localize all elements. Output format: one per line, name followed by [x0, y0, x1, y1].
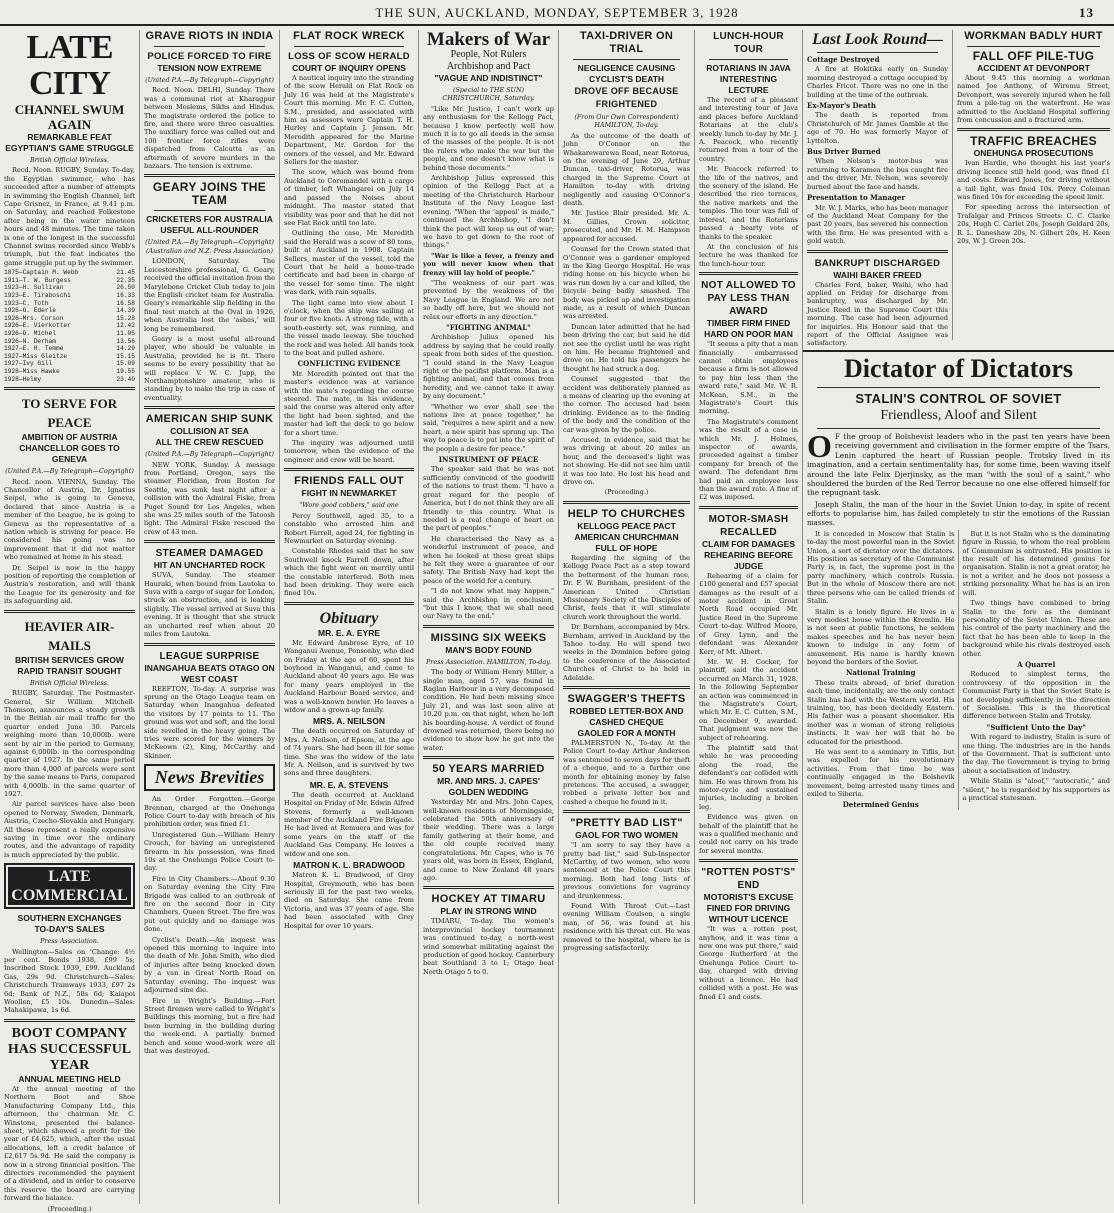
- dateline: Press Association. HAMILTON, To-day.: [425, 657, 551, 666]
- airmail-subhead: BRITISH SERVICES GROW: [15, 654, 124, 665]
- article-body: But it is not Stalin who is the dominating figure in Russia, to whom the real problem of Communism is entrusted. His position is the result of his determined genius for organisation. Stalin is not a great orator, he is not a writer, and he does not possess a striking personality. What he has is an iron will.: [962, 529, 1110, 597]
- geary-headline: GEARY JOINS THE TEAM: [152, 180, 267, 208]
- article-body: "The weakness of our part was prevented by the weakness of the Navy League in England. We are not so badly off here, but we should not relax our efforts in any direction.": [423, 278, 554, 321]
- friends-quote: "Wore good cobbers," said one: [299, 501, 399, 510]
- proceeding-note: (Proceeding.): [604, 488, 649, 497]
- geary-subhead-2: USEFUL ALL-ROUNDER: [160, 225, 259, 236]
- article-body: Outlining the case, Mr. Meredith said the Herald was a scow of 80 tons, built at Auckland in 1908. Captain Sellers, master of the vessel, told the Court that he held a home-trade certificate and had been in charge of the vessel for some time. The night was dark, with rain squalls.: [284, 229, 414, 297]
- article-body: Percy Southwell, aged 35, to a constable who arrested him and Robert Farrell, aged 24, for fighting in Newmarket on Saturday evening.: [284, 511, 414, 545]
- channel-subhead-2: EGYPTIAN'S GAME STRUGGLE: [5, 143, 134, 153]
- article-body: Yesterday Mr. and Mrs. John Capes, well-known residents of Morningside, celebrated the 50th anniversary of their wedding. There was a large family gathering at their home, and the old couple received many congratulations. Mr. Capes, who is 76 years old, was born in Essex, England, and came to New Zealand 48 years ago.: [423, 798, 554, 882]
- late-city-banner: LATE CITY: [26, 29, 113, 102]
- peace-subhead-2: CHANCELLOR GOES TO GENEVA: [19, 443, 120, 465]
- workman-headline: WORKMAN BADLY HURT: [964, 30, 1103, 42]
- article-body: REEFTON, To-day. A surprise was sprung on the Otago League team on Saturday when Inangahua defeated the visitors by 17 points to 11. The ground was wet and soft, and the local side revelled in the heavy going. The tries were scored for the winners by McKeown (2), King, McCarthy and Skinner.: [144, 684, 275, 760]
- lunch-tour-subhead-2: INTERESTING LECTURE: [719, 74, 778, 95]
- obituary-name: MR. E. A. STEVENS: [309, 779, 389, 790]
- article-body: A fire at Hokitika early on Sunday morning destroyed a cottage occupied by Charles Fricot. There was no one in the building at the time of the outbreak.: [807, 65, 948, 99]
- swagger-headline: SWAGGER'S THEFTS: [567, 692, 686, 705]
- brief-title: Ex-Mayor's Death: [807, 101, 876, 111]
- airmail-subhead-2: RAPID TRANSIT SOUGHT: [17, 665, 122, 676]
- swim-table-row: [4, 360, 135, 368]
- churches-subhead: KELLOGG PEACE PACT: [577, 520, 676, 531]
- article-body: Archbishop Julius expressed this opinion of the Kellogg Pact at a meeting of the Christchurch Harbour Institute of the Navy League last evening. "When the 'appeal' is made," continued the Archbishop, "I don't think the pact will keep us out of war; we have to get down to the root of things.": [423, 174, 554, 250]
- dateline: Press Association.: [40, 937, 99, 946]
- hockey-subhead: PLAY IN STRONG WIND: [440, 906, 537, 917]
- swimmer-name: 1928—Miss Hawke: [4, 368, 60, 375]
- churches-subhead-2: AMERICAN CHURCHMAN FULL OF HOPE: [574, 531, 679, 553]
- ship-headline: AMERICAN SHIP SUNK: [145, 413, 274, 426]
- brevity-item: Cyclist's Death.—An inquest was opened this morning to inquire into the death of Mr. John Smith, who died of injuries after being knocked down by a van in Great North Road on Saturday evening. The inquest was adjourned sine die.: [144, 935, 275, 995]
- article-body: Recd. Noon. RUGBY, Sunday. To-day, the Egyptian swimmer, who has succeeded after a number of attempts in swimming the English Channel, left Cape Grisnez, in France, at 9.41 p.m. on Saturday, and reached Folkestone after being in the water nineteen hours and 48 minutes. The time taken is one of the longest in the successful Channel swims recorded since Webb's triumph, but the feat indicates the game struggle put up by the swimmer.: [4, 166, 135, 267]
- late-commercial-banner: LATE COMMERCIAL: [8, 867, 131, 905]
- article-body: Mr. W. H. Cocker, for plaintiff, said the accident occurred on March 31, 1928. In the following September an action was commenced in the Magistrate's Court, which Mr. E. C. Cutten, S.M., on December 9, awarded. That judgment was now the subject of rehearing.: [699, 657, 798, 742]
- taxi-subhead-2: DROVE OFF BECAUSE FRIGHTENED: [574, 86, 679, 109]
- brief-title: Cottage Destroyed: [807, 55, 880, 64]
- swimmer-name: 1927—Ivy Gill: [4, 360, 53, 368]
- steamer-subhead: HIT AN UNCHARTED ROCK: [153, 560, 266, 571]
- dateline: (Special to THE SUN) CHRISTCHURCH, Saturday.: [442, 86, 535, 103]
- column-8: [953, 30, 1114, 340]
- article-body: He was sent to a seminary in Tiflis, but was expelled for his revolutionary activities. From that time he was continually engaged in the Bolshevik movement, being arrested many times and exiled to Siberia.: [807, 748, 955, 799]
- swimmer-name: 1928—Helmy: [4, 375, 42, 383]
- dateline: (United P.A.—By Telegraph—Copyright): [145, 76, 274, 84]
- article-body: Mr. Peacock referred to the life of the natives, and the scenery of the island. He described the rice terraces, the native markets and the temples. The tour was full of interest, and the Rotarians passed a hearty vote of thanks to the speaker.: [699, 165, 798, 241]
- article-body: The death occurred at Auckland Hospital on Friday of Mr. Edwin Alfred Stevens, formerly a well-known member of the Auckland Fire Brigade. He had lived at Remuera and was for some years on the staff of the Auckland Gas Company. He leaves a widow and one son.: [284, 790, 414, 858]
- swagger-subhead: ROBBED LETTER-BOX AND CASHED CHEQUE: [569, 705, 684, 727]
- traffic-subhead: ONEHUNGA PROSECUTIONS: [973, 148, 1094, 159]
- article-body: Counsel for the Crown stated that O'Connor was a gardener employed in the King George Hospital. He was riding home on his bicycle when he was run down by a car and killed, the bicycle being badly smashed. The body was picked up and investigation made, as a result of which Duncan was arrested.: [563, 245, 690, 321]
- last-look-headline: Last Look Round—: [812, 31, 943, 48]
- column-6: [695, 30, 803, 1204]
- swim-table-row: [4, 307, 135, 315]
- article-body: Mr. Meredith pointed out that the master's evidence was at variance with the mate's regarding the course steered. The mate, in his evidence, said the course was altered only after the light had been sighted, and the master had left the deck to go below for a short time.: [284, 369, 414, 437]
- swim-time: 11.05: [116, 330, 135, 338]
- article-body: Dr. Seipel is now in the happy position of reporting the completion of Austria's restoration, and will thank the League for its generosity and for its safeguarding aid.: [4, 563, 135, 606]
- dateline: British Official Wireless.: [30, 678, 109, 687]
- riots-subhead: POLICE FORCED TO FIRE: [147, 51, 272, 62]
- makers-subhead-2: Archbishop and Pact: [446, 61, 531, 72]
- ship-subhead: COLLISION AT SEA: [170, 426, 249, 437]
- section-subhead: "FIGHTING ANIMAL": [446, 322, 531, 332]
- swim-table-row: [4, 284, 135, 292]
- dictator-subhead: STALIN'S CONTROL OF SOVIET: [855, 391, 1062, 406]
- swim-table-row: [4, 353, 135, 361]
- motor-smash-subhead-2: REHEARING BEFORE JUDGE: [704, 549, 793, 571]
- swimmer-name: 1923—H. Sullivan: [4, 284, 64, 292]
- article-body: Found With Throat Cut.—Last evening William Coulson, a single man, of 56, was found at his residence with his throat cut. He was removed to the hospital, where he is progressing satisfactorily.: [563, 902, 690, 953]
- article-body: The death is reported from Christchurch of Mr. James Gamble at the age of 70. He was formerly Mayor of Lyttelton.: [807, 111, 948, 145]
- league-subhead: INANGAHUA BEATS OTAGO ON WEST COAST: [144, 662, 275, 684]
- page-number: 13: [1079, 5, 1094, 20]
- friends-subhead: FIGHT IN NEWMARKET: [301, 488, 397, 499]
- swim-time: 12.42: [116, 322, 135, 330]
- article-body: "It was a rotten post, anyhow, and it was time a new one was put there," said George Rutherford at the Onehunga Police Court to-day, charged with driving without a licence. He had collided with a post. He was fined £1 and costs.: [699, 925, 798, 1001]
- swim-table-row: [4, 376, 135, 384]
- dateline: British Official Wireless.: [30, 156, 109, 164]
- article-body: Accused, in evidence, said that he was driving at about 20 miles an hour, and the deceased's light was not showing. He did not see him until it was too late. He lost his head and drove on.: [563, 436, 690, 487]
- swimmer-name: 1926—Mrs. Corson: [4, 314, 64, 322]
- traffic-headline: TRAFFIC BREACHES: [970, 134, 1097, 149]
- section-subhead: National Training: [845, 668, 916, 678]
- riots-headline: GRAVE RIOTS IN INDIA: [145, 30, 274, 42]
- motor-smash-headline: MOTOR-SMASH RECALLED: [708, 513, 789, 538]
- pretty-bad-headline: "PRETTY BAD LIST": [570, 817, 683, 830]
- column-2: [140, 30, 280, 1204]
- article-body: Ivan Hardie, who thought his last year's driving licence still held good, was fined £1 and costs. Edward Jones, for driving without a tail light, was fined 10s. Percy Coleman was fined 10s for exceeding the speed limit.: [957, 159, 1110, 202]
- swim-time: 23.40: [116, 375, 135, 383]
- article-body: Mr. W. J. Marks, who has been manager of the Auckland Meat Company for the past 20 years, has severed his connection with the firm. He was presented with a gold watch.: [807, 203, 948, 246]
- swimmer-name: 1875—Captain M. Webb: [4, 269, 79, 277]
- article-body: With regard to industry, Stalin is sure of one thing. The industries are in the hands of the Government. That is sufficient unto the day. The Government is trying to bring about a socialisation of industry.: [962, 733, 1110, 775]
- article-body: Evidence was given on behalf of the plaintiff that he was a qualified mechanic and could not carry on his trade for several months.: [699, 813, 798, 855]
- swimmer-name: 1927—Miss Gleitze: [4, 352, 68, 360]
- obituary-title: Obituary: [319, 609, 379, 627]
- article-body: He characterised the Navy as a wonderful instrument of peace, and when he looked at these great ships he felt they were a guarantee of our safety. The British Navy had kept the peace of the world for a century.: [423, 534, 554, 585]
- geary-subhead: CRICKETERS FOR AUSTRALIA: [146, 214, 273, 225]
- brevity-item: Unregistered Gun.—William Henry Crouch, for having an unregistered firearm in his possession, was fined 10s at the Onehunga Police Court to-day.: [144, 830, 275, 873]
- obituary-name: MR. E. A. EYRE: [317, 627, 381, 638]
- taxi-headline: TAXI-DRIVER ON TRIAL: [579, 30, 674, 55]
- swim-table-row: [4, 368, 135, 376]
- workman-subhead-2: ACCIDENT AT DEVONPORT: [977, 63, 1090, 73]
- swim-time: 14.39: [116, 307, 135, 315]
- bankrupt-headline: BANKRUPT DISCHARGED: [814, 257, 941, 269]
- newspaper-title: THE SUN, AUCKLAND, MONDAY, SEPTEMBER 3, 1928: [375, 5, 739, 20]
- swimmer-name: 1926—N. Derham: [4, 337, 56, 345]
- article-body: "I do not know what may happen," said the Archbishop in conclusion, "but this I know, that we shall need our Navy to the end.": [423, 587, 554, 621]
- article-body: The plaintiff said that while he was proceeding along the road, the defendant's car collided with him. He was thrown from his motor-cycle and sustained injuries, including a broken leg.: [699, 743, 798, 811]
- swim-table-row: [4, 330, 135, 338]
- article-body: At the annual meeting of the Northern Boot and Shoe Manufacturing Company Ltd., this afternoon, the chairman Mr. C. Winstone, presented the balance-sheet, which showed a profit for the year of £4,625, which, after the usual allocations, left a credit balance of £2,617 5s 9d. He said the company is now in a strong financial position. The directors recommended the payment of a dividend, and in order to conserve this reserve the board are carrying forward the balance.: [4, 1084, 135, 1203]
- swim-time: 14.29: [116, 345, 135, 353]
- article-body: NEW YORK, Sunday. A message from Portland, Oregon, says the steamer Floridian, from Boston for Seattle, was sunk last night after a collision with the Admiral Fiske, from Puget Sound for Los Angeles, when she was 25 miles south of the Tatoosh light. The Admiral Fiske rescued the crew of 43 men.: [144, 460, 275, 536]
- swimmer-name: 1926—G. Ederle: [4, 307, 56, 315]
- article-body: When Nelson's motor-bus was returning to Karamea the bus caught fire and the driver, Mr. Nelson, was severely burned about the face and hands.: [807, 157, 948, 191]
- annual-subhead: ANNUAL MEETING HELD: [18, 1073, 121, 1084]
- league-headline: LEAGUE SURPRISE: [159, 650, 260, 662]
- swim-table-row: [4, 269, 135, 277]
- dictator-lead-text: F the group of Bolshevist leaders who in the past ten years have been receiving government and civilisation in the former empire of the Tsars, Lenin captured the heart of Russian people. Trotsky lived in its imagination, and a certain sentimentality has, for some time, been waving itself around the late Felix Djerjinsky, as the man "with the soul of a saint," who shouldered the burden of the Red Terror because no one else offered himself for the repugnant task.: [807, 432, 1110, 498]
- article-body: A nautical inquiry into the stranding of the scow Herald on Flat Rock on July 16 was held at the Magistrate's Court this morning. Mr. F. C. Cutten, S.M., presided, and associated with him as assessors were Captain T. H. Hurley and Captain J. Jensen. Mr. Meredith appeared for the Marine Department, Mr. Gordon for the owners of the vessel, and Mr. Edward Sellers for the master.: [284, 74, 414, 167]
- rotten-post-subhead: MOTORIST'S EXCUSE: [703, 892, 794, 903]
- article-body: Regarding the signing of the Kellogg Peace Pact as a step toward the betterment of the human race, Dr. F. W. Burnham, president of the American United Christian Missionary Society of the Disciples of Christ, feels that it will stimulate church work throughout the world.: [563, 553, 690, 621]
- dictator-feature: [803, 350, 1114, 1204]
- article-body: Stalin is a lonely figure. He lives in a very modest house within the Kremlin. He is not seen at public functions, he seldom makes speeches and he has never been known to indulge in any form of amusement. His name is hardly known beyond the borders of the Soviet.: [807, 607, 955, 666]
- swim-time: 21.45: [116, 269, 135, 277]
- channel-subhead: REMARKABLE FEAT: [27, 132, 112, 142]
- swim-time: 15.28: [116, 314, 135, 322]
- article-body: Recd. noon. VIENNA, Sunday. The Chancellor of Austria, Dr. Ignatius Seipel, who is going to Geneva, declared that since Austria is a member of the League, he is going to Geneva as the representative of a nation which is striving for peace. He considered his going was no improvement that it did not matter who remained at home in his stead.: [4, 477, 135, 562]
- news-brevities-title: News Brevities: [154, 767, 265, 788]
- proceeding-note: (Proceeding.): [47, 1204, 92, 1213]
- drop-cap-letter: O: [807, 428, 832, 464]
- dateline: (United P.A.—By Telegraph—Copyright): [5, 467, 134, 476]
- article-body: It is conceded in Moscow that Stalin is to-day the most powerful man in the Soviet Union, a sort of dictator over the dictators. His position as secretary of the Communist Party is, in fact, the supreme post in the party machinery, which controls Russia. But in the whole of Moscow there are not three persons who can be called friends of Stalin.: [807, 529, 955, 606]
- article-body: The light came into view about 1 o'clock, when the ship was sailing at four or five knots. A strong tide, with a south-easterly set, was running, and the vessel made leeway. She touched the rock and was holed. All hands took to the boat and pulled ashore.: [284, 298, 415, 357]
- article-body: "I am sorry to say they have a pretty bad list," said Sub-Inspector McCarthy, of two women, who were sentenced at the Police Court this morning. Both had long lists of previous convictions for vagrancy and drunkenness.: [563, 841, 690, 900]
- peace-subhead: AMBITION OF AUSTRIA: [21, 432, 118, 443]
- makers-subhead-3: "VAGUE AND INDISTINCT": [434, 73, 543, 83]
- article-body: LONDON, Saturday. The Leicestershire professional, G. Geary, received the official invitation from the Marylebone Cricket Club today to join the English cricket team for Australia. Geary's remarkable slip fielding in the final test match at the Oval in 1926, when Australia lost the 'ashes,' will long be remembered.: [144, 257, 275, 333]
- article-body: "Whether we ever shall see the nations live at peace together," he said, "requires a new spirit and a new heart, a new spirit has sprung up. The way to peace is to put into the spirit of the people a desire for peace.": [423, 402, 554, 453]
- swim-time: 16.33: [116, 292, 135, 300]
- rotten-post-headline: "ROTTEN POST'S" END: [701, 867, 796, 892]
- article-body: Reduced to simplest terms, the controversy of the opposition in the Communist Party is that the Soviet State is not developing sufficiently in the direction of Socialism. This is the theoretical difference between Stalin and Trotsky.: [962, 670, 1110, 721]
- article-body: Wellington—Sales on 'Change: 4½ per cent. Bonds 1938, £99 5s; Inscribed Stock 1939, £99. Auckland Gas, 29s 9d. Christchurch—Sales: Christchurch Tramways 1933, £97 2s 6d; Bank of N.Z., 58s 6d; Kaiapoi Woollen, £5 10s. Dunedin—Sales: Mahakipawa, 1s 6d.: [4, 947, 135, 1015]
- section-subhead: INSTRUMENT OF PEACE: [438, 455, 539, 465]
- award-subhead: TIMBER FIRM FINED: [706, 318, 791, 329]
- article-body: Mr. Justice Blair presided. Mr. A. M. Gillies, Crown solicitor, prosecuted, and Mr. H. M. Hampson appeared for accused.: [563, 209, 690, 243]
- column-4: [419, 30, 559, 1204]
- dateline: (From Our Own Correspondent) HAMILTON, To-day.: [574, 113, 679, 130]
- column-7: [803, 30, 953, 348]
- dateline: (United P.A.—By Telegraph—Copyright) (Australian and N.Z. Press Association): [145, 238, 274, 255]
- article-body: Matron K. L. Bradwood, of Grey Hospital, Greymouth, who has been seriously ill for the past two weeks, died on Saturday. She came from Victoria, and was 37 years of age. She had been associated with Grey Hospital for over 10 years.: [284, 871, 414, 930]
- swimmer-name: 1926—G. Michel: [4, 330, 56, 338]
- brief-title: Presentation to Manager: [807, 193, 906, 203]
- article-body: The Magistrate's comment was the result of a case in which Mr. J. Holmes, inspector of awards, proceeded against a timber company for breach of the award. The defendant firm had paid an employee less than the award rate. A fine of £2 was imposed.: [699, 417, 798, 502]
- dictator-subhead-2: Friendless, Aloof and Silent: [880, 408, 1037, 423]
- motor-smash-subhead: CLAIM FOR DAMAGES: [701, 538, 796, 549]
- article-body: The scow, which was bound from Auckland to Coromandel with a cargo of timber, left Whangarei on July 14 and passed the Noises about midnight. The master stated that visibility was poor and that he did not see Flat Rock until too late.: [284, 168, 414, 227]
- dictator-intro: Joseph Stalin, the man of the hour in the Soviet Union to-day, in spite of recent efforts to popularise him, has failed completely to stir the emotions of the Russian masses.: [807, 500, 1110, 527]
- steamer-headline: STEAMER DAMAGED: [155, 548, 264, 560]
- swim-time: 26.50: [116, 284, 135, 292]
- article-body: The record of a pleasant and interesting tour of Java and places before Auckland Rotarians at the club's weekly lunch to-day by Mr. J. A. Peacock, who recently returned from a tour of the country.: [699, 96, 798, 163]
- swim-table-row: [4, 345, 135, 353]
- swimmer-name: 1927—E. H. Temme: [4, 345, 64, 353]
- swimmer-name: 1923—C. Toth: [4, 299, 49, 307]
- column-5: [559, 30, 695, 1204]
- wreck-subhead-2: COURT OF INQUIRY OPENS: [292, 63, 406, 73]
- commercial-box: [4, 863, 135, 909]
- friends-headline: FRIENDS FALL OUT: [294, 475, 404, 488]
- sales-subhead: TO-DAY'S SALES: [34, 924, 105, 935]
- swim-table-row: [4, 322, 135, 330]
- article-body: Counsel suggested that the accident was deliberately planned as a means of clearing up the evening at the corner. The accused had been drinking. Evidence as to the finding of the body and the condition of the car was given by the police.: [563, 375, 690, 434]
- peace-headline: TO SERVE FOR PEACE: [21, 396, 118, 431]
- article-body: Mr. Edward Ambrose Eyre, of 10 Wanganui Avenue, Ponsonby, who died on Friday at the age of 60, spent his boyhood in Wanganui, and came to Auckland about 40 years ago. He was for many years employed in the Auckland Harbour Board service, and was a well-known bowler. He leaves a widow and a grown-up family.: [284, 638, 414, 714]
- channel-headline: CHANNEL SWUM AGAIN: [14, 102, 125, 132]
- airmail-headline: HEAVIER AIR-MAILS: [24, 618, 115, 653]
- award-headline: NOT ALLOWED TO PAY LESS THAN AWARD: [701, 280, 796, 318]
- brevity-item: Fire in City Chambers.—About 9.30 on Saturday evening the City Fire Brigade was called to an outbreak of fire on the second floor in City Chambers, Queen Street. The fire was put out quickly and no damage was done.: [144, 874, 275, 934]
- masthead: [0, 0, 1114, 26]
- taxi-subhead: NEGLIGENCE CAUSING CYCLIST'S DEATH: [577, 63, 676, 84]
- article-body: Dr. Burnham, accompanied by Mrs. Burnham, arrived in Auckland by the Tahoe to-day. He will spend two weeks in the Dominion before going to the conference of the Associated Churches of Christ to be held in Adelaide.: [563, 623, 690, 682]
- article-body: Constable Rhodes said that he saw Southwell knock Farrell down, after which the fight went on merrily until the constable interfered. Both men had been drinking. They were each fined 10s.: [284, 547, 414, 598]
- article-body: At the conclusion of his lecture he was thanked for the lunch-hour tour.: [699, 242, 798, 268]
- swim-time: 19.55: [116, 368, 135, 375]
- dictator-lead: [807, 428, 1110, 498]
- article-body: PALMERSTON N., To-day. At the Police Court to-day Arthur Anderson was sentenced to seven days for theft of a cheque, and to a further one month for obtaining money by false pretences. The accused, a swagger, robbed a private letter box and cashed a cheque he found in it.: [563, 738, 690, 806]
- boot-company-headline: BOOT COMPANY HAS SUCCESSFUL YEAR: [7, 1025, 132, 1073]
- lunch-tour-subhead: ROTARIANS IN JAVA: [706, 63, 791, 73]
- section-subhead: Determined Genius: [842, 800, 919, 810]
- swagger-subhead-2: GAOLED FOR A MONTH: [577, 727, 676, 738]
- swim-table-row: [4, 315, 135, 323]
- swim-table-row: [4, 277, 135, 285]
- churches-headline: HELP TO CHURCHES: [567, 507, 686, 520]
- article-body: Two things have combined to bring Stalin to the fore as the dominant personality of the Soviet Union. These are his control of the party machinery and the fact that he has been able to keep in the background while his rivals destroyed each other.: [962, 599, 1110, 658]
- article-body: The death occurred on Saturday of Mrs. A. Neilson, of Epsom, at the age of 74 years. She had been ill for some time. She was the widow of the late Mr. A. Neilson, and is survived by two sons and three daughters.: [284, 727, 414, 778]
- brevity-item: An Order Forgotten.—George Brennan, charged at the Onehunga Police Court to-day with breach of his prohibition order, was fined £1.: [144, 795, 275, 829]
- swim-times-table: [4, 269, 135, 383]
- award-subhead-2: HARD ON POOR MAN: [704, 329, 793, 340]
- article-body: SUVA, Sunday. The steamer Hauraki, when bound from Lautoka to Suva with a cargo of sugar for London, struck an obstruction, and is leaking slightly. The vessel arrived at Suva this evening. It is thought that she struck an uncharted reef when about 20 miles from Lautoka.: [144, 571, 275, 639]
- swimmer-name: 1926—E. Vierkotter: [4, 322, 71, 330]
- riots-subhead-2: TENSION NOW EXTREME: [157, 63, 262, 73]
- swim-table-row: [4, 292, 135, 300]
- dictator-body-columns: [807, 530, 1110, 810]
- ship-subhead-2: ALL THE CREW RESCUED: [155, 437, 264, 448]
- missing-subhead: MAN'S BODY FOUND: [445, 644, 532, 655]
- column-1: [0, 29, 140, 1213]
- article-body: Charles Ford, baker, Waihi, who had applied on Friday for discharge from bankruptcy, was discharged by Mr. Justice Reed in the Supreme Court this morning. The case had been adjourned for inquiries. His Honour said that the report of the Official Assignee was satisfactory.: [807, 280, 948, 348]
- brief-title: Bus Driver Burned: [807, 147, 881, 157]
- article-body: While Stalin is "aloof," "autocratic," and "silent," he is regarded by his supporters as a practical statesman.: [962, 777, 1110, 803]
- wreck-headline: FLAT ROCK WRECK: [293, 30, 405, 42]
- article-body: Rehearing of a claim for £100 general and £57 special damages as the result of a motor accident in Great North Road occupied Mr. Justice Reed in the Supreme Court to-day. Wilfred Moore, of Grey Lynn, and the defendant was Alexander Kerr, of Mt. Albert.: [699, 571, 798, 656]
- section-subhead: CONFLICTING EVIDENCE: [297, 359, 401, 369]
- dateline: (United P.A.—By Telegraph—Copyright): [145, 450, 274, 459]
- article-body: Duncan later admitted that he had been driving the car, but said he did not see the cyclist until he was right on him. He became frightened and drove on. He told his passengers he thought he had struck a dog.: [563, 322, 690, 373]
- missing-headline: MISSING SIX WEEKS: [430, 631, 547, 644]
- dictator-headline: Dictator of Dictators: [843, 354, 1074, 383]
- makers-subhead: People, Not Rulers: [450, 49, 527, 60]
- makers-headline: Makers of War: [426, 29, 551, 50]
- section-subhead: A Quarrel: [1017, 659, 1056, 669]
- article-body: The speaker said that he was not sufficiently convinced of the goodwill of the nations to trust them. "I have a great regard for the people of America, but I do not think they are all friendly to this country. What is needed is a real change of heart on the part of peoples.": [423, 465, 554, 533]
- article-body: These traits abroad, of brief duration each time, incidentally, are the only contact Stalin has had with the Western world. His training, too, has been decidedly Eastern. His father was a peasant shoemaker. His mother was a woman of strong religious instincts. It was her will that he be educated for the priesthood.: [807, 678, 955, 746]
- golden-wedding-subhead: MR. AND MRS. J. CAPES' GOLDEN WEDDING: [437, 776, 540, 798]
- article-body: Air parcel services have also been opened to Norway, Sweden, Denmark, Austria, Czecho-Slovakia and Hungary. All these represent a really expensive saving in time over the ordinary routes, and the advantage of rapidity is much appreciated by the public.: [4, 800, 135, 859]
- article-body: RUGBY, Saturday. The Postmaster-General, Sir William Mitchell-Thomson, announces a steady growth in the British air mail traffic for the quarter ended June 30. Parcels weighing more than 10,000lb. were sent by air in the period to Germany, against 6,000lb. in the corresponding quarter of 1927. In the same period more than 4,000 of parcels were sent by the same means to Paris, compared with 4,000lb. in the same quarter of 1927.: [4, 689, 135, 798]
- swim-time: 16.58: [116, 299, 135, 307]
- article-body: "Like Mr. Justice, I can't work up any enthusiasm for the Kellogg Pact, because I know perfectly well how much it is to go all deeds in the sense of the masses of the people. It is not the rulers who make the war but the people, and one doesn't know what is behind those documents.": [423, 104, 554, 172]
- article-body: "It seems a pity that a man financially embarrassed cannot obtain employees because a firm is not allowed to pay him less than the award rate," said Mr. W. R. McKean, S.M., in the Magistrate's Court this morning.: [699, 340, 798, 416]
- brevity-item: Fire in Wright's Building.—Fort Street firemen were called to Wright's Buildings this morning, but a fire had been burning in the building during the week-end. A partially burned bench and some wood-work were all that was destroyed.: [144, 996, 275, 1055]
- swim-time: 13.56: [116, 337, 135, 345]
- exchanges-subhead: SOUTHERN EXCHANGES: [17, 913, 122, 924]
- article-body: Archbishop Julius opened his address by saying that he could really speak from both sides of the question. "I could stand in the Navy League right or the pacifist platform. Man is a fighting animal, and that comes from heredity, and we cannot take it away by any document.": [423, 333, 554, 401]
- swim-time: 15.09: [116, 360, 135, 368]
- lunch-tour-headline: LUNCH-HOUR TOUR: [713, 31, 784, 55]
- swimmer-name: 1911—T. W. Burgess: [4, 276, 71, 284]
- bankrupt-subhead: WAIHI BAKER FREED: [833, 269, 922, 280]
- column-3: [280, 30, 419, 1204]
- rotten-post-subhead-2: FINED FOR DRIVING WITHOUT LICENCE: [706, 903, 791, 925]
- article-body: TIMARU, To-day. The women's interprovincial hockey tournament was continued to-day, a north-west wind somewhat militating against the production of good hockey. Canterbury beat Southland 3 to 1; Otago beat North Otago 5 to 0.: [423, 917, 554, 976]
- swim-table-row: [4, 338, 135, 346]
- wreck-subhead: LOSS OF SCOW HERALD: [288, 51, 410, 62]
- obituary-name: MATRON K. L. BRADWOOD: [293, 860, 405, 871]
- article-body: About 9.45 this morning a workman named Joe Anthony, of Wiremu Street, Devonport, was severely injured when he fell from a pile-tug on the waterfront. He was admitted to the Auckland Hospital suffering from concussion and a fractured arm.: [957, 74, 1110, 125]
- workman-subhead: FALL OFF PILE-TUG: [972, 49, 1095, 63]
- article-body: For speeding across the intersection of Trafalgar and Princes Streets: C. C. Clarke 20s, Hugh C. Carlet 20s, Joseph Geldard 20s, R. L. Daneshaw 20s, N. Gilbert 20s, H. Keen 20s, W. J. Green 20s.: [957, 203, 1110, 246]
- pretty-bad-subhead: GAOL FOR TWO WOMEN: [575, 830, 678, 841]
- article-body: Recd. Noon. DELHI, Sunday. There was a communal riot at Kharagpur between Moslems, Sikhs and Hindus. The magistrate ordered the police to fire, and there were three casualties. The auxiliary force was called out and 100 frontier force rifles were dispatched from Calcutta as an aftermath of severe murders in the bazaars. The tension is extreme.: [144, 86, 275, 171]
- news-brevities-box: [144, 764, 275, 791]
- golden-wedding-headline: 50 YEARS MARRIED: [432, 763, 545, 776]
- article-body: As the outcome of the death of John O'Connor on the Whakarewarewa Road, near Rotorua, on the evening of June 29, Arthur Duncan, taxi-driver, Rotorua, was charged in the Supreme Court at Hamilton to-day with driving negligently and causing O'Connor's death.: [563, 131, 690, 208]
- swim-time: 15.15: [116, 352, 135, 360]
- obituary-name: MRS. A. NEILSON: [313, 716, 385, 727]
- swim-time: 22.35: [116, 276, 135, 284]
- article-body: Geary is a most useful all-round player, who should be valuable in Australia, provided he is fit. There seems to be every possibility that he will replace V. W. C. Jupp, the Northamptonshire amateur, who is standing by to make the trip in case of eventuality.: [144, 334, 275, 402]
- article-body: The inquiry was adjourned until tomorrow, when the evidence of the engineer and crew will be heard.: [284, 439, 414, 464]
- article-body: The body of William Henry Miller, a single man, aged 57, was found in Raglan Harbour in a very decomposed condition. He had been missing since July 21, and was last seen alive at 10.20 p.m. on that night, when he left his boarding-house. A verdict of found drowned was returned, there being no evidence to show how he got into the water.: [423, 668, 554, 752]
- hockey-headline: HOCKEY AT TIMARU: [431, 893, 546, 906]
- article-quote: "War is like a fever, a frenzy and you will never know when that frenzy will lay hold of people.": [423, 251, 554, 277]
- swimmer-name: 1923—E. Tiraboschi: [4, 292, 71, 300]
- section-subhead: "Sufficient Unto the Day": [986, 722, 1086, 732]
- swim-table-row: [4, 300, 135, 308]
